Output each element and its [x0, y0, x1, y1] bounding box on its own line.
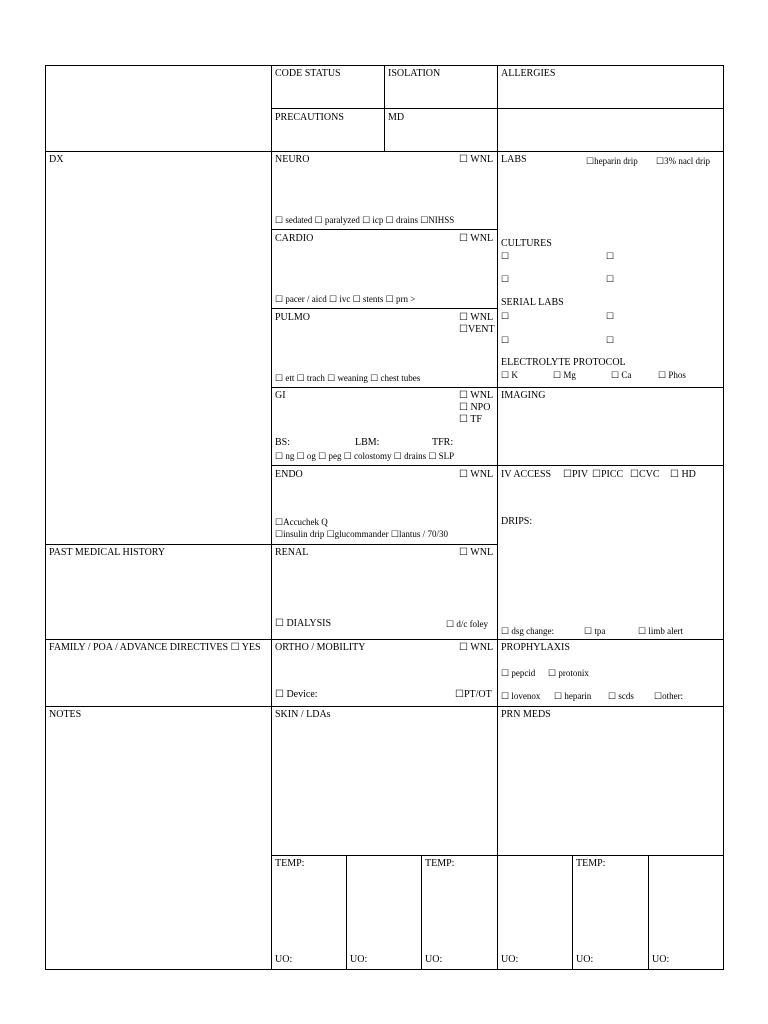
- cultures-label: CULTURES: [501, 238, 552, 249]
- divider-left-3: [45, 706, 272, 707]
- temp-label-1: TEMP:: [275, 858, 305, 869]
- renal-dialysis-checkbox[interactable]: ☐ DIALYSIS: [275, 618, 332, 629]
- neuro-title: NEURO: [275, 154, 310, 165]
- cardio-title: CARDIO: [275, 233, 314, 244]
- electrolyte-ca-checkbox[interactable]: ☐ Ca: [611, 370, 632, 380]
- divider-mid-7: [271, 706, 498, 707]
- prn-meds-title: PRN MEDS: [501, 709, 551, 720]
- serial-labs-checkbox-1[interactable]: ☐: [501, 311, 510, 321]
- uo-label-1: UO:: [275, 954, 293, 965]
- scds-checkbox[interactable]: ☐ scds: [608, 691, 634, 701]
- pepcid-checkbox[interactable]: ☐ pepcid: [501, 668, 536, 678]
- divider-right-2: [497, 465, 724, 466]
- pulmo-vent-checkbox[interactable]: ☐VENT: [459, 324, 495, 335]
- divider-mid-5: [271, 544, 498, 545]
- divider-mid-2: [271, 308, 498, 309]
- serial-labs-checkbox-3[interactable]: ☐: [501, 335, 510, 345]
- divider-mid-6: [271, 639, 498, 640]
- iv-cvc-checkbox[interactable]: ☐CVC: [630, 469, 660, 480]
- md-label: MD: [388, 112, 405, 123]
- neuro-wnl-checkbox[interactable]: ☐ WNL: [459, 154, 494, 165]
- dx-label: DX: [49, 154, 64, 165]
- pulmo-options[interactable]: ☐ ett ☐ trach ☐ weaning ☐ chest tubes: [275, 373, 421, 383]
- gi-title: GI: [275, 390, 286, 401]
- gi-lbm-label: LBM:: [355, 437, 380, 448]
- lovenox-checkbox[interactable]: ☐ lovenox: [501, 691, 541, 701]
- gi-npo-checkbox[interactable]: ☐ NPO: [459, 402, 491, 413]
- divider-vitals-2: [421, 855, 422, 970]
- divider-right-4: [497, 706, 724, 707]
- serial-labs-label: SERIAL LABS: [501, 297, 564, 308]
- divider-mid-4: [271, 465, 498, 466]
- uo-label-5: UO:: [576, 954, 594, 965]
- divider-left-2: [45, 639, 272, 640]
- dsg-change-checkbox[interactable]: ☐ dsg change:: [501, 626, 555, 636]
- labs-heparin-checkbox[interactable]: ☐heparin drip: [586, 156, 638, 166]
- uo-label-3: UO:: [425, 954, 443, 965]
- protonix-checkbox[interactable]: ☐ protonix: [548, 668, 589, 678]
- ortho-device-checkbox[interactable]: ☐ Device:: [275, 689, 318, 700]
- renal-foley-checkbox[interactable]: ☐ d/c foley: [446, 619, 489, 629]
- gi-wnl-checkbox[interactable]: ☐ WNL: [459, 390, 494, 401]
- gi-tfr-label: TFR:: [432, 437, 454, 448]
- heparin-checkbox[interactable]: ☐ heparin: [554, 691, 592, 701]
- cardio-options[interactable]: ☐ pacer / aicd ☐ ivc ☐ stents ☐ prn >: [275, 294, 416, 304]
- imaging-title: IMAGING: [501, 390, 546, 401]
- limb-alert-checkbox[interactable]: ☐ limb alert: [638, 626, 684, 636]
- divider-vitals-3: [572, 855, 573, 970]
- allergies-label: ALLERGIES: [501, 68, 556, 79]
- iv-piv-checkbox[interactable]: ☐PIV: [563, 469, 589, 480]
- pulmo-title: PULMO: [275, 312, 311, 323]
- ortho-title: ORTHO / MOBILITY: [275, 642, 366, 653]
- uo-label-6: UO:: [652, 954, 670, 965]
- renal-wnl-checkbox[interactable]: ☐ WNL: [459, 547, 494, 558]
- skin-title: SKIN / LDAs: [275, 709, 331, 720]
- gi-options[interactable]: ☐ ng ☐ og ☐ peg ☐ colostomy ☐ drains ☐ SLP: [275, 451, 455, 461]
- frame-left: [45, 65, 46, 970]
- cultures-checkbox-1[interactable]: ☐: [501, 251, 510, 261]
- frame-right: [723, 65, 724, 970]
- labs-title: LABS: [501, 154, 527, 165]
- divider-isolation: [384, 65, 385, 152]
- neuro-options[interactable]: ☐ sedated ☐ paralyzed ☐ icp ☐ drains ☐NIHSS: [275, 215, 455, 225]
- electrolyte-mg-checkbox[interactable]: ☐ Mg: [553, 370, 576, 380]
- endo-wnl-checkbox[interactable]: ☐ WNL: [459, 469, 494, 480]
- electrolyte-phos-checkbox[interactable]: ☐ Phos: [658, 370, 686, 380]
- other-checkbox[interactable]: ☐other:: [654, 691, 684, 701]
- tpa-checkbox[interactable]: ☐ tpa: [584, 626, 606, 636]
- temp-label-2: TEMP:: [425, 858, 455, 869]
- uo-label-2: UO:: [350, 954, 368, 965]
- cultures-checkbox-2[interactable]: ☐: [606, 251, 615, 261]
- renal-title: RENAL: [275, 547, 309, 558]
- divider-mid-1: [271, 229, 498, 230]
- electrolyte-k-checkbox[interactable]: ☐ K: [501, 370, 518, 380]
- notes-label: NOTES: [49, 709, 82, 720]
- labs-nacl-checkbox[interactable]: ☐3% nacl drip: [656, 156, 711, 166]
- divider-vitals-4: [648, 855, 649, 970]
- iv-access-title: IV ACCESS: [501, 469, 552, 480]
- divider-mid-3: [271, 387, 498, 388]
- prophylaxis-title: PROPHYLAXIS: [501, 642, 570, 653]
- pulmo-wnl-checkbox[interactable]: ☐ WNL: [459, 312, 494, 323]
- divider-left-1: [45, 544, 272, 545]
- divider-col2: [497, 65, 498, 970]
- divider-vitals-top: [271, 855, 724, 856]
- ortho-ptot-checkbox[interactable]: ☐PT/OT: [455, 689, 492, 700]
- endo-options[interactable]: ☐insulin drip ☐glucommander ☐lantus / 70/30: [275, 529, 448, 539]
- drips-label: DRIPS:: [501, 516, 533, 527]
- serial-labs-checkbox-2[interactable]: ☐: [606, 311, 615, 321]
- precautions-label: PRECAUTIONS: [275, 112, 344, 123]
- gi-tf-checkbox[interactable]: ☐ TF: [459, 414, 482, 425]
- divider-header-mid: [271, 108, 724, 109]
- gi-bs-label: BS:: [275, 437, 291, 448]
- divider-right-3: [497, 639, 724, 640]
- endo-title: ENDO: [275, 469, 303, 480]
- cardio-wnl-checkbox[interactable]: ☐ WNL: [459, 233, 494, 244]
- divider-col1: [271, 65, 272, 970]
- serial-labs-checkbox-4[interactable]: ☐: [606, 335, 615, 345]
- ortho-wnl-checkbox[interactable]: ☐ WNL: [459, 642, 494, 653]
- electrolyte-label: ELECTROLYTE PROTOCOL: [501, 357, 626, 368]
- endo-accuchek-checkbox[interactable]: ☐Accuchek Q: [275, 517, 328, 527]
- temp-label-3: TEMP:: [576, 858, 606, 869]
- iv-hd-checkbox[interactable]: ☐ HD: [670, 469, 696, 480]
- divider-header-bottom: [45, 151, 724, 152]
- cultures-checkbox-3[interactable]: ☐: [501, 274, 510, 284]
- family-label: FAMILY / POA / ADVANCE DIRECTIVES ☐ YES: [49, 642, 261, 653]
- divider-right-1: [497, 387, 724, 388]
- pmh-label: PAST MEDICAL HISTORY: [49, 547, 166, 558]
- cultures-checkbox-4[interactable]: ☐: [606, 274, 615, 284]
- frame-bottom: [45, 969, 724, 970]
- code-status-label: CODE STATUS: [275, 68, 341, 79]
- divider-vitals-1: [346, 855, 347, 970]
- iv-picc-checkbox[interactable]: ☐PICC: [592, 469, 624, 480]
- uo-label-4: UO:: [501, 954, 519, 965]
- isolation-label: ISOLATION: [388, 68, 441, 79]
